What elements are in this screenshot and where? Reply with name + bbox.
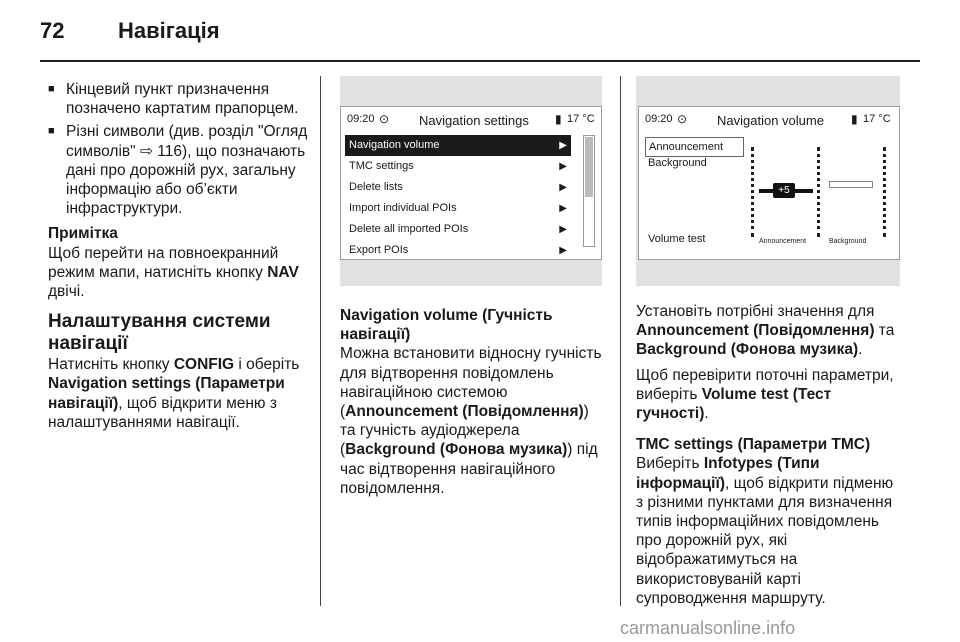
watermark: carmanualsonline.info	[620, 618, 796, 638]
scale-dots	[883, 147, 889, 237]
column-divider-2	[620, 76, 621, 606]
chevron-right-icon: ▶	[559, 161, 567, 172]
label-announcement: Announcement	[759, 238, 807, 245]
screenshot-navigation-volume	[636, 76, 900, 286]
column-divider-1	[320, 76, 321, 606]
scrollbar-thumb[interactable]	[585, 137, 593, 197]
clock-time: 09:20	[645, 113, 673, 125]
thermometer-icon: ▮	[555, 112, 562, 126]
screenshot-navigation-settings	[340, 76, 602, 286]
column-3	[636, 302, 904, 608]
section-body: Можна встановити відносну гучність для відтворення повідомлень навігаційною системою (Announcement (Повідомлення)) та гучність аудіоджерела (Background (Фонова музика)) під час відтворення навігаційного повідомлення.	[340, 345, 602, 497]
volume-value-badge[interactable]: +5	[773, 183, 795, 198]
page-header	[40, 0, 920, 60]
menu-item-import-pois[interactable]: Import individual POIs ▶	[345, 198, 571, 219]
paragraph-2: Щоб перевірити поточні параметри, виберіть Volume test (Тест гучності).	[636, 366, 894, 423]
page-number: 72	[40, 18, 65, 43]
clock-time: 09:20	[347, 113, 375, 125]
section-heading: Налаштування системи навігації	[48, 311, 271, 355]
nav-status-icon: ⊙	[379, 112, 390, 126]
chevron-right-icon: ▶	[559, 245, 567, 256]
chevron-right-icon: ▶	[559, 224, 567, 235]
column-2	[340, 306, 602, 498]
scale-dots	[751, 147, 757, 237]
menu-item-background[interactable]: Background	[648, 157, 707, 169]
page-title: Навігація	[118, 18, 220, 43]
chevron-right-icon: ▶	[559, 203, 567, 214]
background-level-bar[interactable]	[829, 181, 873, 188]
label-background: Background	[829, 238, 867, 245]
menu-item-delete-lists[interactable]: Delete lists ▶	[345, 177, 571, 198]
screen-title: Navigation volume	[717, 113, 824, 128]
thermometer-icon: ▮	[851, 112, 858, 126]
settings-menu	[345, 135, 571, 261]
screen-title: Navigation settings	[419, 113, 529, 128]
menu-item-volume-test[interactable]: Volume test	[648, 233, 706, 245]
temperature: 17 °C	[567, 113, 595, 125]
chevron-right-icon: ▶	[559, 140, 567, 151]
section-heading: TMC settings (Параметри TMC)	[636, 436, 871, 454]
temperature: 17 °C	[863, 113, 891, 125]
menu-item-export-pois[interactable]: Export POIs ▶	[345, 240, 571, 261]
nav-status-icon: ⊙	[677, 112, 688, 126]
section-heading: Navigation volume (Гучність навігації)	[340, 307, 553, 344]
section-body: Натисніть кнопку CONFIG і оберіть Navigation settings (Параметри навігації), щоб відкрити меню з налаштуваннями навігації.	[48, 356, 300, 431]
scrollbar[interactable]	[583, 135, 595, 247]
menu-item-navigation-volume[interactable]: Navigation volume ▶	[345, 135, 571, 156]
paragraph-3: Виберіть Infotypes (Типи інформації), щоб відкрити підменю з різними пунктами для визначення типів інформаційних повідомлень про дорожній рух, які відображатимуться на використовуваній карті супроводження маршруту.	[636, 455, 894, 607]
note-title: Примітка	[48, 225, 118, 243]
note-text: Щоб перейти на повноекранний режим мапи, натисніть кнопку NAV двічі.	[48, 244, 299, 301]
bullet-symbols: ■ Різні символи (див. розділ "Огляд символів" ⇨ 116), що позначають дані про дорожній рух, загальну інформацію або об’єкти інфраструктури.	[48, 122, 310, 218]
chevron-right-icon: ▶	[559, 182, 567, 193]
header-rule	[40, 60, 920, 62]
scale-dots	[817, 147, 823, 237]
screen-navigation-settings	[340, 106, 602, 260]
screen-navigation-volume	[638, 106, 900, 260]
menu-item-delete-imported-pois[interactable]: Delete all imported POIs ▶	[345, 219, 571, 240]
column-1	[48, 80, 310, 432]
menu-item-announcement[interactable]: Announcement	[645, 137, 744, 157]
paragraph-1: Установіть потрібні значення для Announcement (Повідомлення) та Background (Фонова музика).	[636, 303, 895, 359]
bullet-destination: ■ Кінцевий пункт призначення позначено картатим прапорцем.	[48, 80, 310, 118]
menu-item-tmc-settings[interactable]: TMC settings ▶	[345, 156, 571, 177]
page-ref-icon: ⇨	[139, 142, 158, 160]
